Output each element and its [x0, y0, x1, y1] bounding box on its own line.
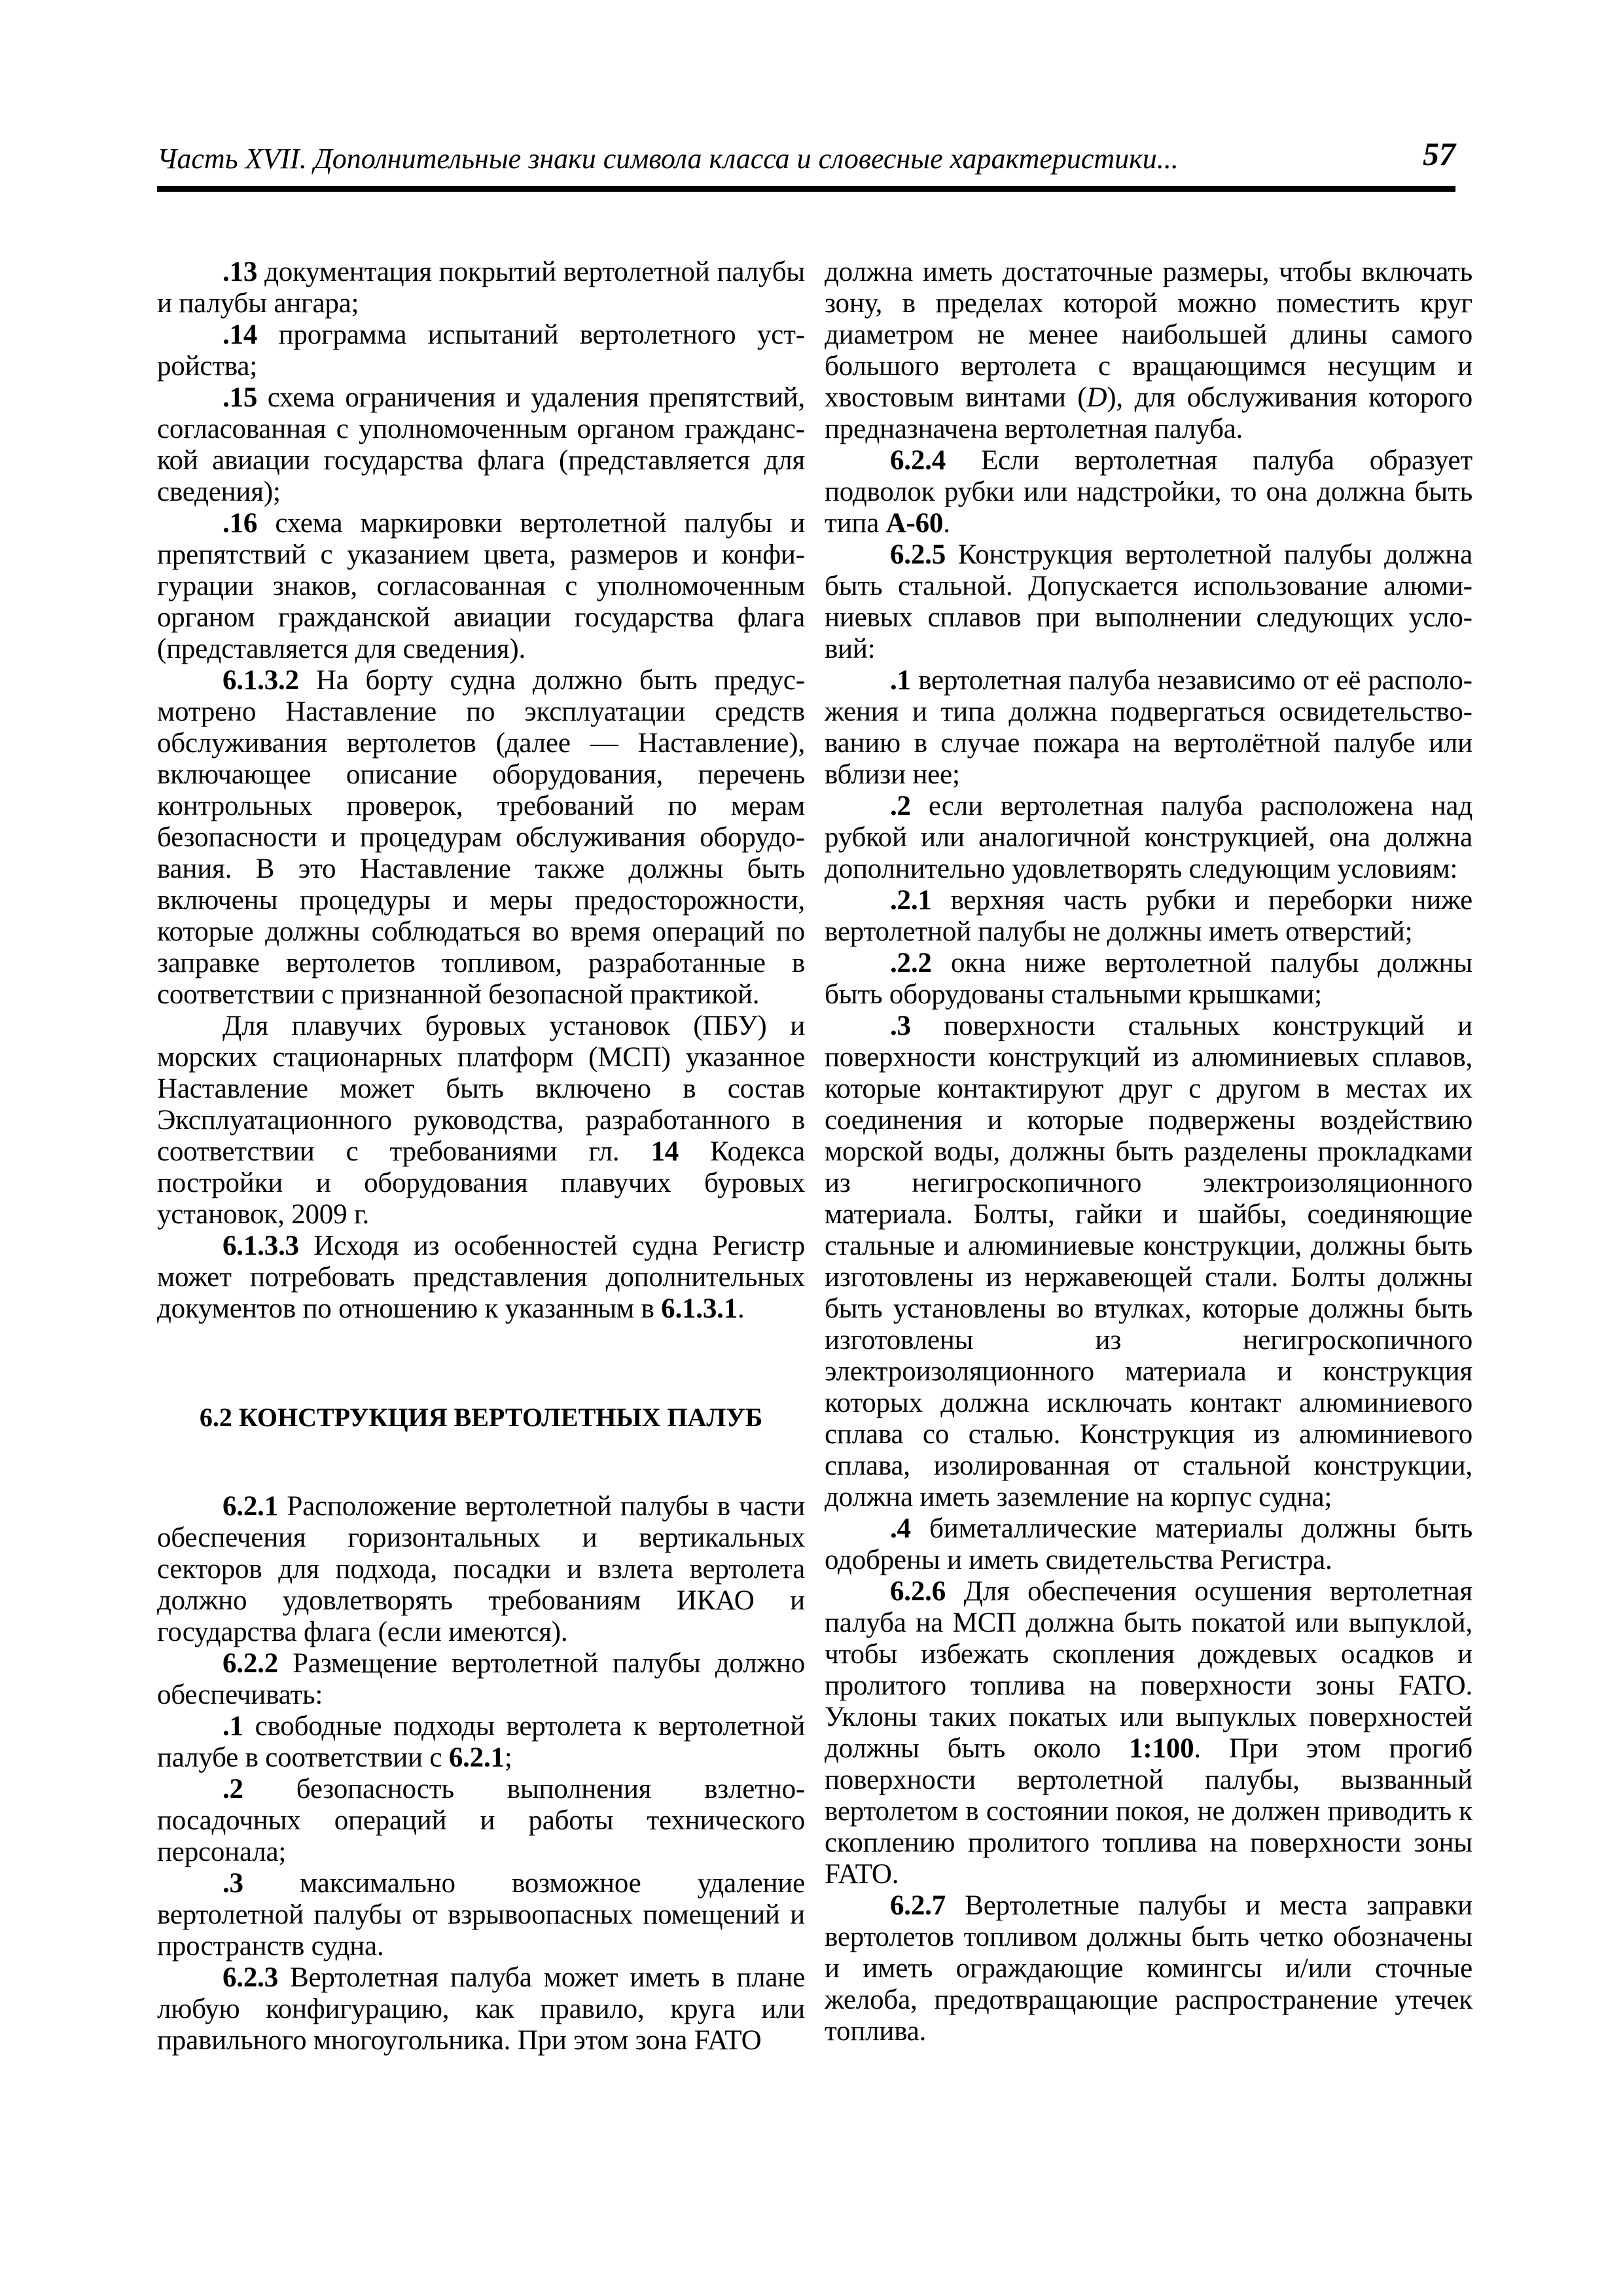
paragraph: 6.2.2 Размещение вертолетной палубы должно обеспечивать: [157, 1648, 805, 1710]
paragraph: 6.2.7 Вертолетные палубы и места заправки вертолетов топливом должны быть четко обозначены и иметь ограждающие комингсы и/или сточные желоба, предотвращающие распространение утечек топлива. [825, 1890, 1472, 2047]
paragraph: .2.1 верхняя часть рубки и переборки ниже вертолетной палубы не должны иметь отверстий; [825, 885, 1472, 947]
paragraph: должна иметь достаточные размеры, чтобы включать зону, в пределах которой можно поместить круг диаметром не менее наибольшей длины самого большого вертолета с вращающимся несущим и хвостовым винтами (D), для обслуживания которого предназначена вертолетная палуба. [825, 257, 1473, 444]
paragraph: 6.2.5 Конструкция вертолетной палубы должна быть стальной. Допускается использование алюминиевых сплавов при выполнении следующих условий: [825, 539, 1472, 664]
paragraph: 6.2.3 Вертолетная палуба может иметь в плане любую конфигурацию, как правило, круга или правильного многоугольника. При этом зона FATO [157, 1962, 805, 2056]
content-columns [157, 257, 1472, 2056]
paragraph: 6.2.4 Если вертолетная палуба образует подволок рубки или надстройки, то она должна быть типа А-60. [825, 445, 1472, 539]
paragraph: .15 схема ограничения и удаления препятствий, согласованная с уполномоченным органом гражданской авиации государства флага (представляется для сведения); [157, 382, 805, 507]
paragraph: .2 безопасность выполнения взлетно-посадочных операций и работы технического персонала; [157, 1774, 805, 1867]
paragraph: .1 свободные подходы вертолета к вертолетной палубе в соответствии с 6.2.1; [157, 1711, 806, 1773]
page-number: 57 [1423, 135, 1455, 172]
paragraph: .2.2 окна ниже вертолетной палубы должны быть оборудованы стальными крышками; [825, 948, 1472, 1010]
paragraph: .1 вертолетная палуба независимо от её расположения и типа должна подвергаться освидетельствованию в случае пожара на вертолётной палубе или вблизи нее; [825, 665, 1472, 790]
paragraph: .3 поверхности стальных конструкций и поверхности конструкций из алюминиевых сплавов, которые контактируют друг с другом в местах их соединения и которые подвержены воздействию морской воды, должны быть разделены прокладками из негигроскопичного электроизоляционного материала. Болты, гайки и шайбы, соединяющие стальные и алюминиевые конструкции, должны быть изготовлены из нержавеющей стали. Болты должны быть установлены во втулках, которые должны быть изготовлены из негигроскопичного электроизоляционного материала и конструкция которых должна исключать контакт алюминиевого сплава со сталью. Конструкция из алюминиевого сплава, изолированная от стальной конструкции, должна иметь заземление на корпус судна; [825, 1011, 1472, 1513]
right-column [825, 257, 1472, 2056]
page-header [157, 135, 1455, 186]
paragraph: .2 если вертолетная палуба расположена над рубкой или аналогичной конструкцией, она должна дополнительно удовлетворять следующим условиям: [825, 791, 1472, 884]
paragraph: Для плавучих буровых установок (ПБУ) и морских стационарных платформ (МСП) указанное Наставление может быть включено в состав Эксплуатационного руководства, разработанного в соответствии с требованиями гл. 14 Кодекса постройки и оборудования плавучих буровых установок, 2009 г. [157, 1011, 805, 1230]
paragraph: 6.1.3.3 Исходя из особенностей судна Регистр может потребовать представления дополнительных документов по отношению к указанным в 6.1.3.1. [157, 1230, 805, 1324]
paragraph: .13 документация покрытий вертолетной палубы и палубы ангара; [157, 257, 806, 319]
section-heading: 6.2 КОНСТРУКЦИЯ ВЕРТОЛЕТНЫХ ПАЛУБ [199, 1403, 763, 1432]
left-column [157, 257, 805, 2056]
paragraph: .14 программа испытаний вертолетного устройства; [157, 319, 806, 382]
paragraph: .4 биметаллические материалы должны быть одобрены и иметь свидетельства Регистра. [825, 1513, 1472, 1575]
paragraph: .3 максимально возможное удаление вертолетной палубы от взрывоопасных помещений и пространств судна. [157, 1868, 805, 1962]
paragraph: 6.2.6 Для обеспечения осушения вертолетная палуба на МСП должна быть покатой или выпуклой, чтобы избежать скопления дождевых осадков и пролитого топлива на поверхности зоны FATO. Уклоны таких покатых или выпуклых поверхностей должны быть около 1:100. При этом прогиб поверхности вертолетной палубы, вызванный вертолетом в состоянии покоя, не должен приводить к скоплению пролитого топлива на поверхности зоны FATO. [825, 1576, 1472, 1890]
paragraph: 6.2.1 Расположение вертолетной палубы в части обеспечения горизонтальных и вертикальных секторов для подхода, посадки и взлета вертолета должно удовлетворять требованиям ИКАО и государства флага (если имеются). [157, 1491, 805, 1647]
paragraph: 6.1.3.2 На борту судна должно быть предусмотрено Наставление по эксплуатации средств обслуживания вертолетов (далее — Наставление), включающее описание оборудования, перечень контрольных проверок, требований по мерам безопасности и процедурам обслуживания оборудования. В это Наставление также должны быть включены процедуры и меры предосторожности, которые должны соблюдаться во время операций по заправке вертолетов топливом, разработанные в соответствии с признанной безопасной практикой. [157, 665, 806, 1010]
running-head-title: Часть XVII. Дополнительные знаки символа класса и словесные характеристики... [157, 143, 1179, 175]
header-rule [157, 186, 1455, 192]
paragraph: .16 схема маркировки вертолетной палубы и препятствий с указанием цвета, размеров и конфигурации знаков, согласованная с уполномоченным органом гражданской авиации государства флага (представляется для сведения). [157, 508, 806, 664]
